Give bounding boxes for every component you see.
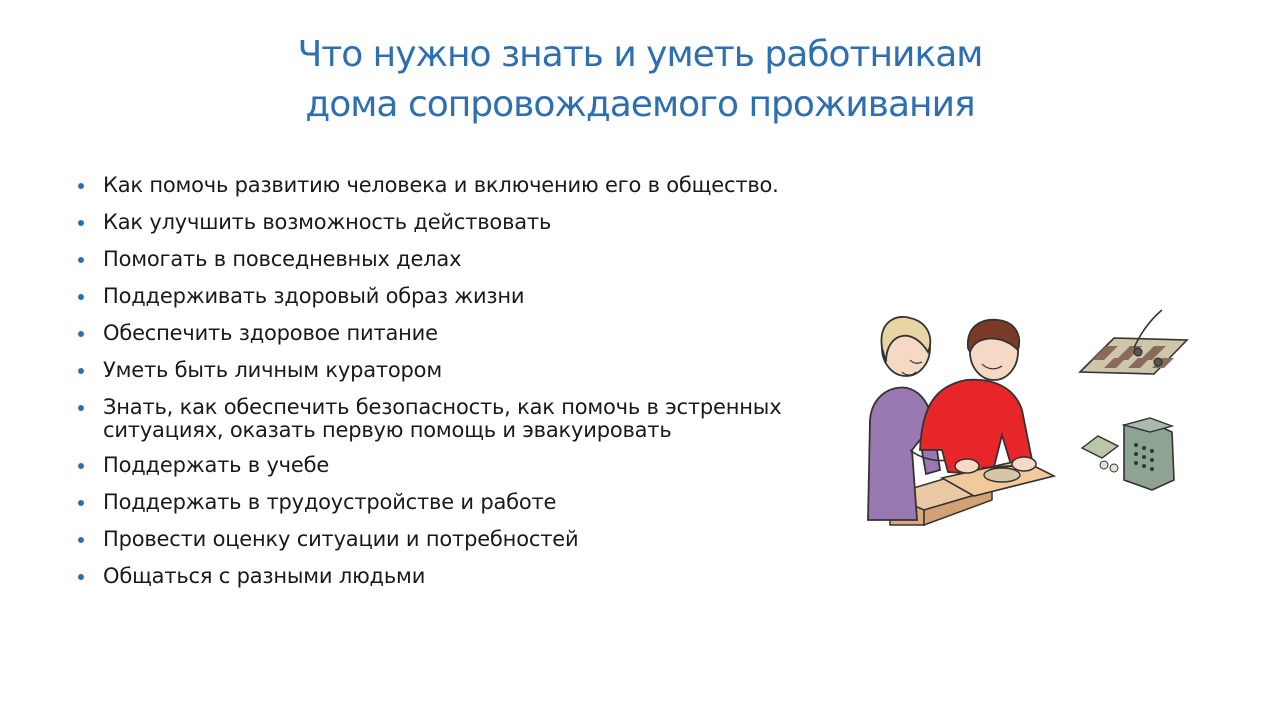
- list-item: [76, 211, 866, 234]
- bullet-icon: [78, 500, 84, 506]
- list-item-text: Уметь быть личным куратором: [103, 358, 442, 382]
- bullet-icon: [78, 331, 84, 337]
- list-item: [76, 174, 866, 197]
- bullet-icon: [78, 574, 84, 580]
- list-item-text: Провести оценку ситуации и потребностей: [103, 527, 579, 551]
- list-item: [76, 248, 866, 271]
- slide-title: [140, 30, 1140, 130]
- bullet-list: [76, 174, 866, 602]
- list-item-text: Поддержать в трудоустройстве и работе: [103, 490, 557, 514]
- list-item: [76, 396, 866, 442]
- list-item: [76, 528, 866, 551]
- bullet-icon: [78, 405, 84, 411]
- list-item-text: Помогать в повседневных делах: [103, 247, 462, 271]
- list-item: [76, 491, 866, 514]
- list-item: [76, 322, 866, 345]
- list-item-text: Как улучшить возможность действовать: [103, 210, 552, 234]
- bullet-icon: [78, 257, 84, 263]
- title-line-1: Что нужно знать и уметь работникам: [297, 34, 983, 75]
- bullet-icon: [78, 463, 84, 469]
- bullet-icon: [78, 368, 84, 374]
- list-item: [76, 359, 866, 382]
- bullet-icon: [78, 183, 84, 189]
- list-item-text: Общаться с разными людьми: [103, 564, 426, 588]
- list-item-text: Обеспечить здоровое питание: [103, 321, 438, 345]
- title-line-2: дома сопровождаемого проживания: [305, 84, 975, 125]
- list-item-text: Как помочь развитию человека и включению его в общество.: [103, 173, 779, 197]
- list-item-text: Поддержать в учебе: [103, 453, 330, 477]
- cash-register-icon: [1124, 418, 1174, 490]
- list-item-text: Поддерживать здоровый образ жизни: [103, 284, 525, 308]
- support-illustration: [862, 300, 1207, 530]
- bullet-icon: [78, 294, 84, 300]
- list-item: [76, 285, 866, 308]
- checkerboard-icon: [1080, 310, 1187, 374]
- list-item: [76, 454, 866, 477]
- money-icon: [1082, 436, 1118, 472]
- bullet-icon: [78, 220, 84, 226]
- bullet-icon: [78, 537, 84, 543]
- list-item-text: Знать, как обеспечить безопасность, как помочь в эстренных ситуациях, оказать первую помощь и эвакуировать: [103, 395, 782, 442]
- list-item: [76, 565, 866, 588]
